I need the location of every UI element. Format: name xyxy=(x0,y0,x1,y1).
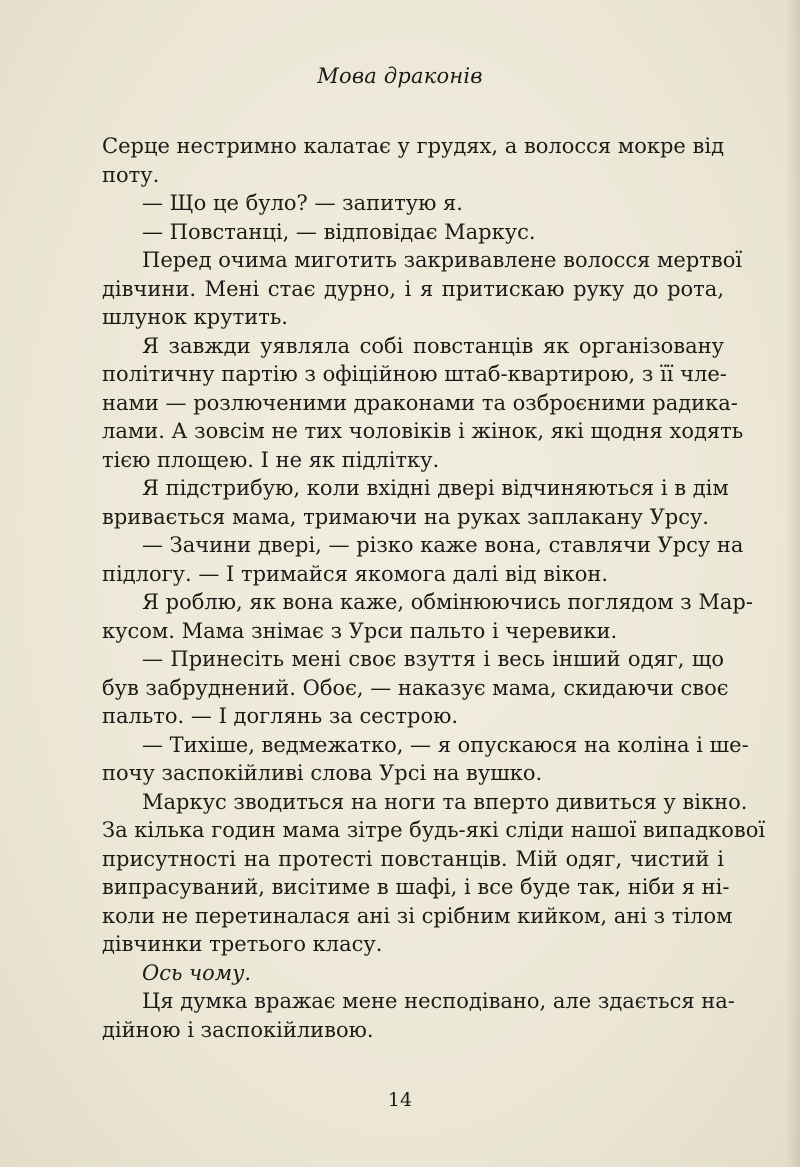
text-line: Я підстрибую, коли вхідні двері відчиняються і в дім xyxy=(142,476,729,500)
page-number: 14 xyxy=(387,1089,413,1111)
text-line: Ось чому. xyxy=(142,960,252,985)
text-line: дівчини. Мені стає дурно, і я притискаю руку до рота, xyxy=(102,276,724,301)
text-line: нами — розлюченими драконами та озброєними радика- xyxy=(102,390,738,415)
text-line: тією площею. І не як підлітку. xyxy=(102,447,440,472)
text-line: Перед очима миготить закривавлене волосся мертвої xyxy=(142,248,743,272)
text-line: випрасуваний, висітиме в шафі, і все буде так, ніби я ні- xyxy=(102,875,730,899)
text-line: присутності на протесті повстанців. Мій одяг, чистий і xyxy=(102,846,724,871)
text-line: дійною і заспокійливою. xyxy=(102,1017,374,1042)
text-line: Ця думка вражає мене несподівано, але здається на- xyxy=(142,989,735,1013)
text-line: коли не перетиналася ані зі срібним кийком, ані з тілом xyxy=(102,903,733,928)
text-line: кусом. Мама знімає з Урси пальто і черевики. xyxy=(102,618,618,643)
text-line: пальто. — І доглянь за сестрою. xyxy=(102,704,459,728)
text-line: почу заспокійливі слова Урсі на вушко. xyxy=(102,761,543,785)
text-line: — Принесіть мені своє взуття і весь інший одяг, що xyxy=(142,647,724,671)
text-line: вривається мама, тримаючи на руках заплакану Урсу. xyxy=(102,504,709,529)
text-line: дівчинки третього класу. xyxy=(102,932,383,956)
text-line: — Зачини двері, — різко каже вона, ставлячи Урсу на xyxy=(142,533,744,557)
text-line: шлунок крутить. xyxy=(102,305,288,329)
text-line: Серце нестримно калатає у грудях, а волосся мокре від xyxy=(102,134,724,158)
text-line: лами. А зовсім не тих чоловіків і жінок, які щодня ходять xyxy=(102,419,744,443)
text-line: поту. xyxy=(102,162,160,187)
text-line: — Тихіше, ведмежатко, — я опускаюся на коліна і ше- xyxy=(142,732,749,757)
running-head: Мова драконів xyxy=(317,64,483,88)
text-line: Я завжди уявляла собі повстанців як організовану xyxy=(142,333,724,358)
text-line: За кілька годин мама зітре будь-які сліди нашої випадкової xyxy=(102,818,766,842)
text-line: — Повстанці, — відповідає Маркус. xyxy=(142,219,536,244)
body-text xyxy=(102,132,766,1044)
text-line: політичну партію з офіційною штаб-квартирою, з її чле- xyxy=(102,362,727,386)
text-line: Маркус зводиться на ноги та вперто дивиться у вікно. xyxy=(142,789,748,814)
text-line: — Що це було? — запитую я. xyxy=(142,191,463,215)
text-line: був забруднений. Обоє, — наказує мама, скидаючи своє xyxy=(102,675,729,700)
text-line: підлогу. — І тримайся якомога далі від вікон. xyxy=(102,561,609,586)
text-line: Я роблю, як вона каже, обмінюючись поглядом з Мар- xyxy=(142,590,753,614)
